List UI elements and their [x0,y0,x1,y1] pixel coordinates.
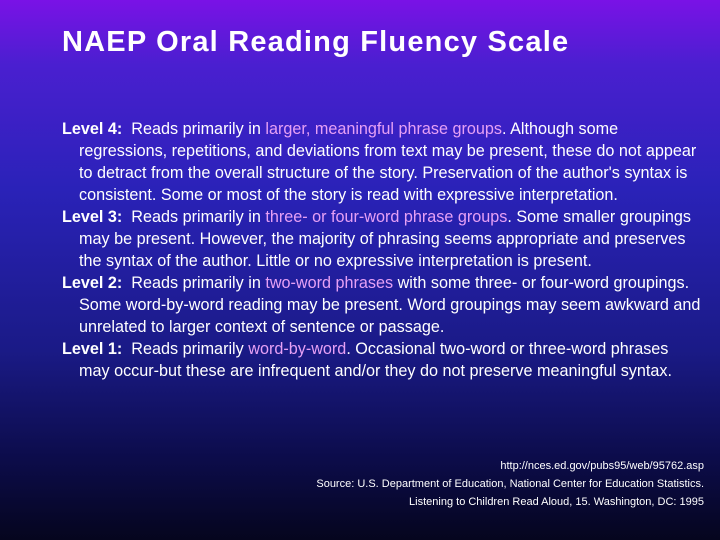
level-1-text-before: Reads primarily [131,340,244,358]
level-3-text-before: Reads primarily in [131,208,261,226]
level-4-text-before: Reads primarily in [131,120,261,138]
level-3-text-after: . Some smaller groupings may be present. However, the majority of phrasing seems appropriate and preserves the syntax of the author. Little or no expressive interpretation is present. [79,208,691,270]
level-2-highlight: two-word phrases [265,274,394,292]
source-citation [316,457,704,511]
source-url: http://nces.ed.gov/pubs95/web/95762.asp [500,460,704,472]
level-4-item [62,118,702,206]
level-1-highlight: word-by-word [248,340,347,358]
level-3-label: Level 3: [62,208,123,226]
level-1-label: Level 1: [62,340,123,358]
level-3-highlight: three- or four-word phrase groups [265,208,508,226]
level-3-item [62,206,702,272]
level-4-text-after: . Although some regressions, repetitions, and deviations from text may be present, these do not appear to detract from the overall structure of the story. Preservation of the author's syntax is consistent. Some or most of the story is read with expressive interpretation. [79,120,697,204]
source-line-1: Source: U.S. Department of Education, National Center for Education Statistics. [316,478,704,490]
levels-list [62,118,702,382]
source-line-2: Listening to Children Read Aloud, 15. Washington, DC: 1995 [409,496,704,508]
level-2-label: Level 2: [62,274,123,292]
level-4-label: Level 4: [62,120,123,138]
slide-title: NAEP Oral Reading Fluency Scale [62,26,570,58]
level-2-text-before: Reads primarily in [131,274,261,292]
level-2-text-after: with some three- or four-word groupings. Some word-by-word reading may be present. Word groupings may seem awkward and unrelated to larger context of sentence or passage. [79,274,701,336]
level-2-item [62,272,702,338]
level-1-item [62,338,702,382]
level-4-highlight: larger, meaningful phrase groups [265,120,503,138]
level-1-text-after: . Occasional two-word or three-word phrases may occur-but these are infrequent and/or they do not preserve meaningful syntax. [79,340,672,380]
